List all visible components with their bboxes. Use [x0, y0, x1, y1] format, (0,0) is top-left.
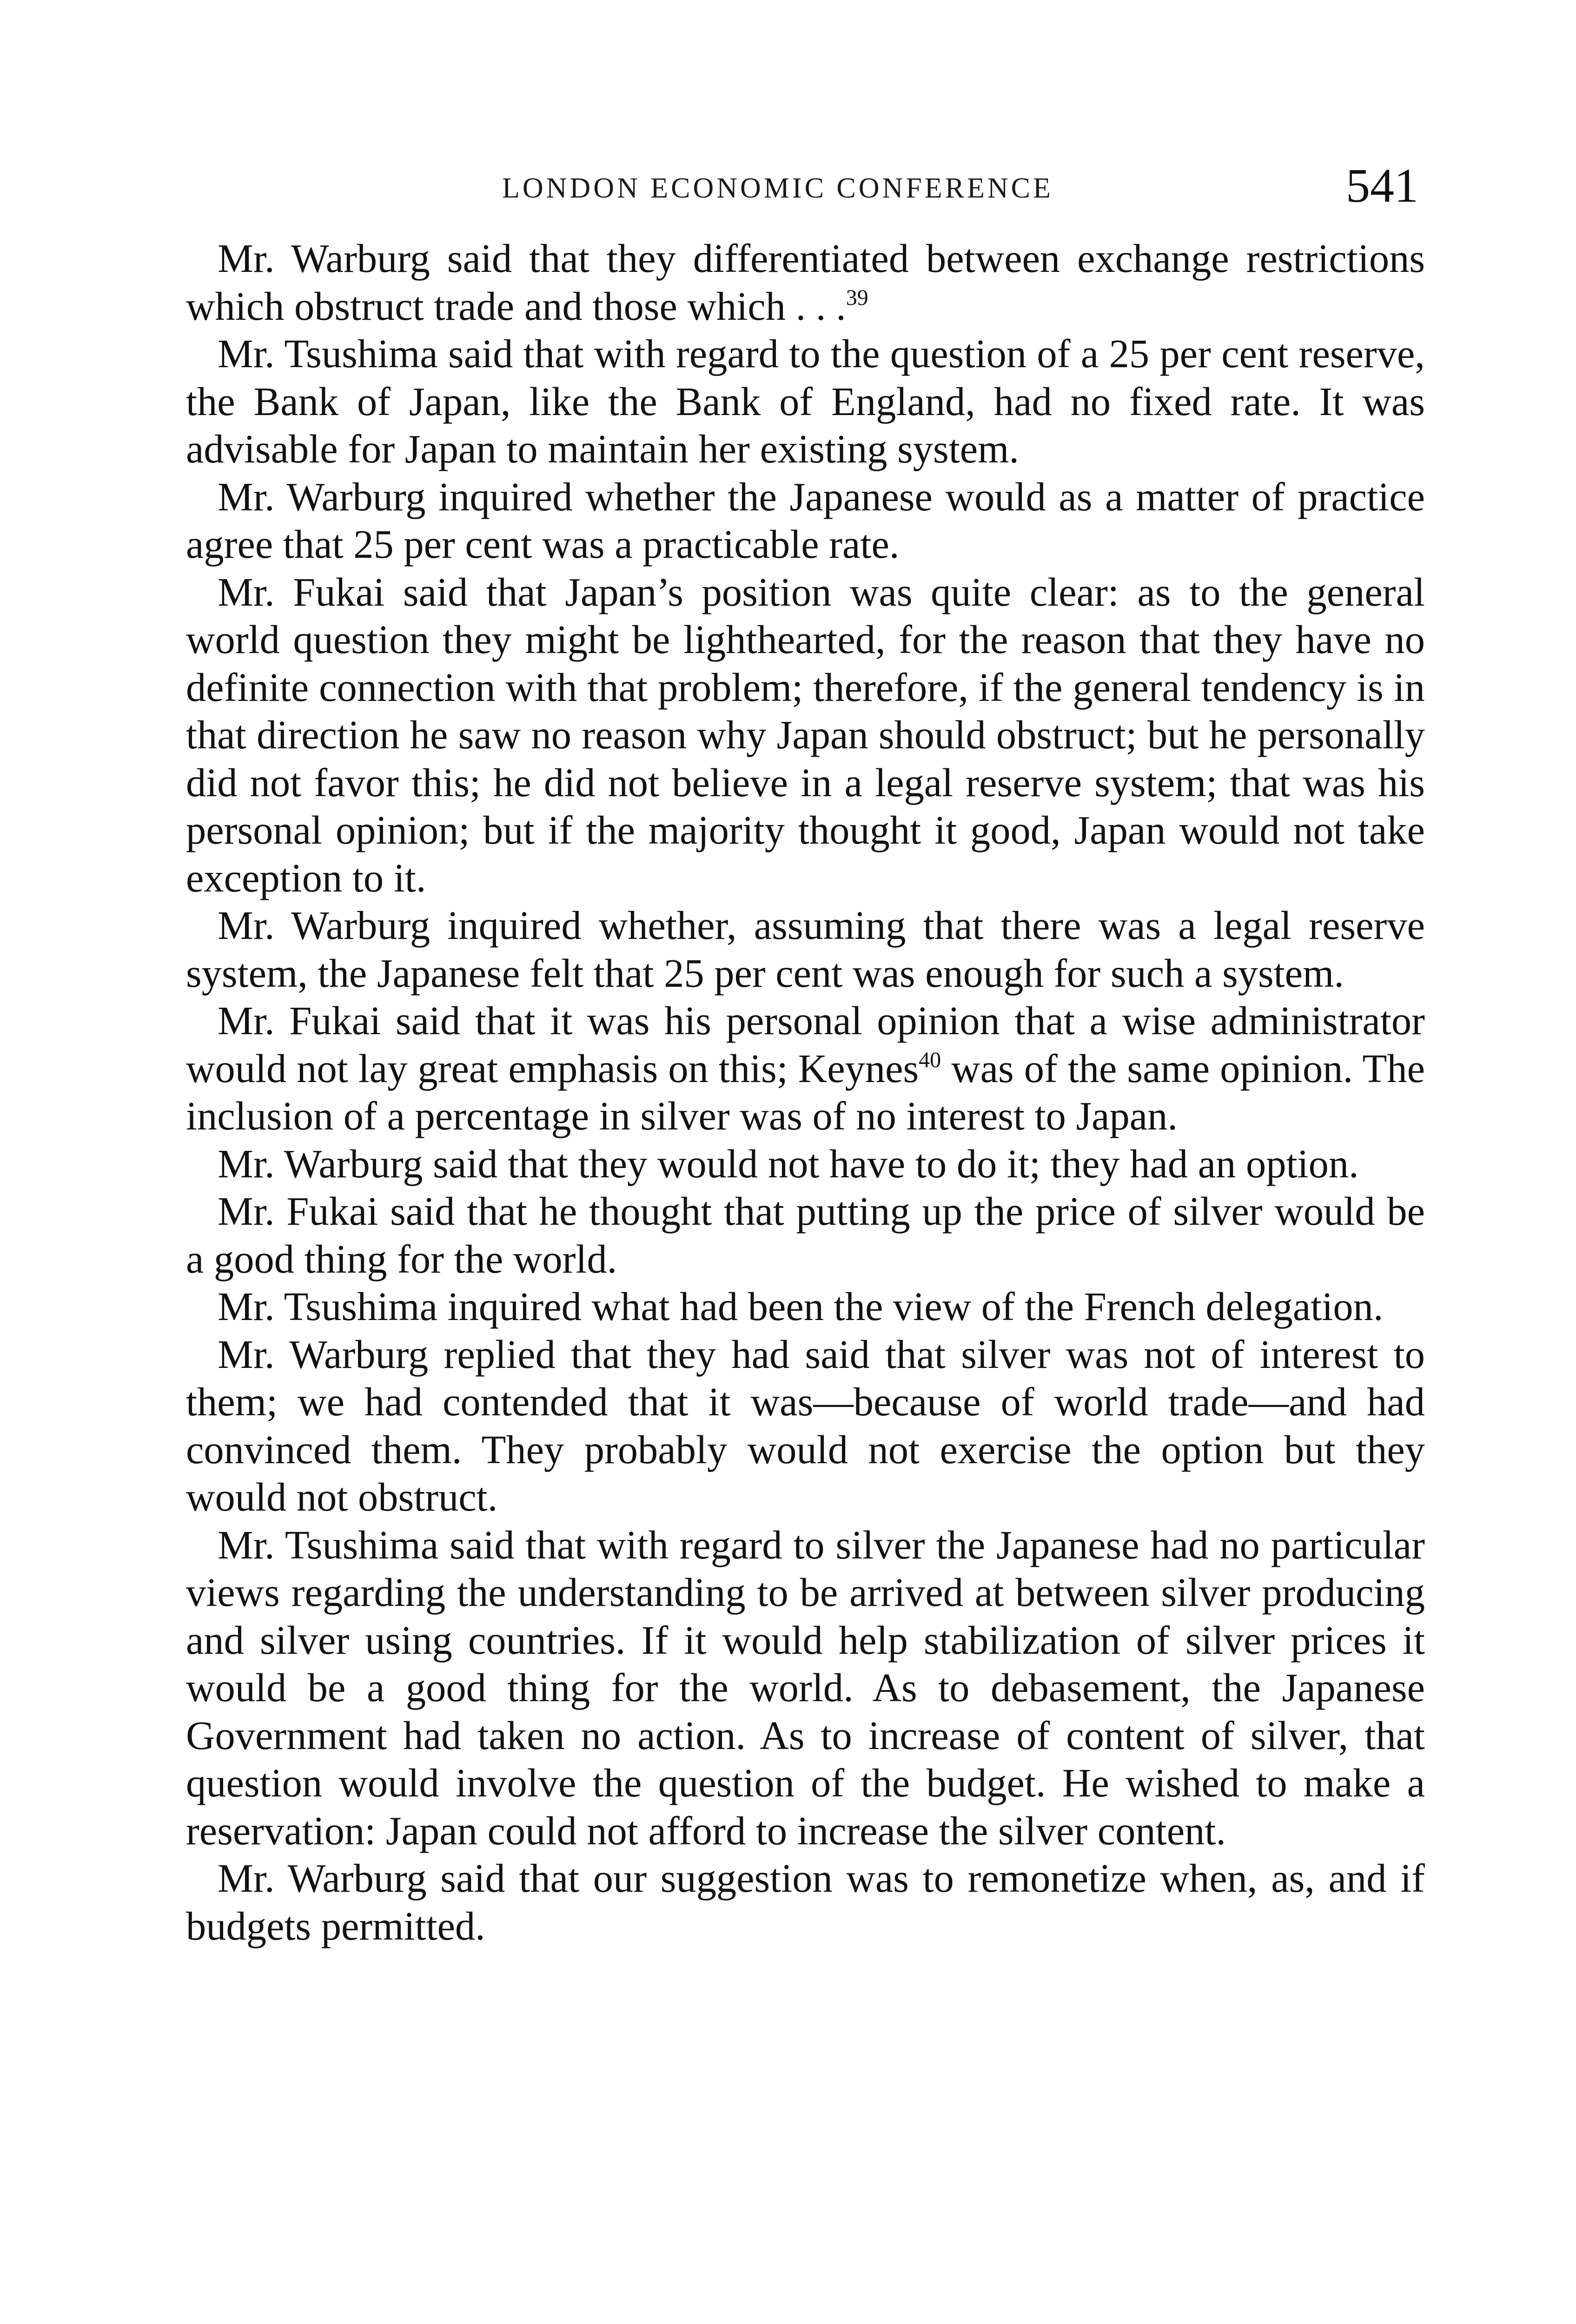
paragraph: Mr. Warburg said that they would not have to do it; they had an option.	[218, 1141, 1359, 1186]
paragraph: Mr. Warburg inquired whether, assuming that there was a legal reserve system, the Japanese felt that 25 per cent was enough for such a system.	[186, 903, 1425, 996]
paragraph: Mr. Warburg said that they differentiated between exchange restrictions which obstruct trade and those which . . .$^{39}$	[186, 236, 1425, 329]
footnote-ref: 39	[846, 285, 868, 310]
footnote-ref: 40	[919, 1047, 941, 1072]
paragraph: Mr. Warburg said that our suggestion was to remonetize when, as, and if budgets permitted.	[186, 1856, 1425, 1948]
paragraph: Mr. Fukai said that he thought that putting up the price of silver would be a good thing for the world.	[186, 1189, 1425, 1281]
paragraph: Mr. Tsushima inquired what had been the view of the French delegation.	[218, 1284, 1384, 1329]
paragraph: Mr. Warburg inquired whether the Japanese would as a matter of practice agree that 25 per cent was a practicable rate.	[186, 474, 1425, 567]
paragraph: Mr. Fukai said that Japan’s position was quite clear: as to the general world question they might be lighthearted, for the reason that they have no definite connection with that problem; therefore, if the general tendency is in that direction he saw no reason why Japan should obstruct; but he personally did not favor this; he did not believe in a legal reserve system; that was his personal opinion; but if the majority thought it good, Japan would not take exception to it.	[186, 569, 1425, 900]
body-text	[186, 235, 1425, 1950]
paragraph: Mr. Fukai said that it was his personal opinion that a wise administrator would not lay great emphasis on this; Keynes$^{40}$ was of the same opinion. The inclusion of a percentage in silver was of no interest to Japan.	[186, 998, 1425, 1138]
paragraph: Mr. Warburg replied that they had said that silver was not of interest to them; we had contended that it was—because of world trade—and had convinced them. They probably would not exercise the option but they would not obstruct.	[186, 1332, 1425, 1519]
running-title: LONDON ECONOMIC CONFERENCE	[502, 172, 1053, 204]
paragraph: Mr. Tsushima said that with regard to the question of a 25 per cent reserve, the Bank of Japan, like the Bank of England, had no fixed rate. It was advisable for Japan to maintain her existing system.	[186, 331, 1425, 471]
page-number: 541	[1346, 159, 1418, 212]
paragraph: Mr. Tsushima said that with regard to silver the Japanese had no particular views regarding the understanding to be arrived at between silver producing and silver using countries. If it would help stabilization of silver prices it would be a good thing for the world. As to debasement, the Japanese Government had taken no action. As to increase of content of silver, that question would involve the question of the budget. He wished to make a reservation: Japan could not afford to increase the silver content.	[186, 1522, 1425, 1853]
running-head	[0, 158, 1576, 214]
